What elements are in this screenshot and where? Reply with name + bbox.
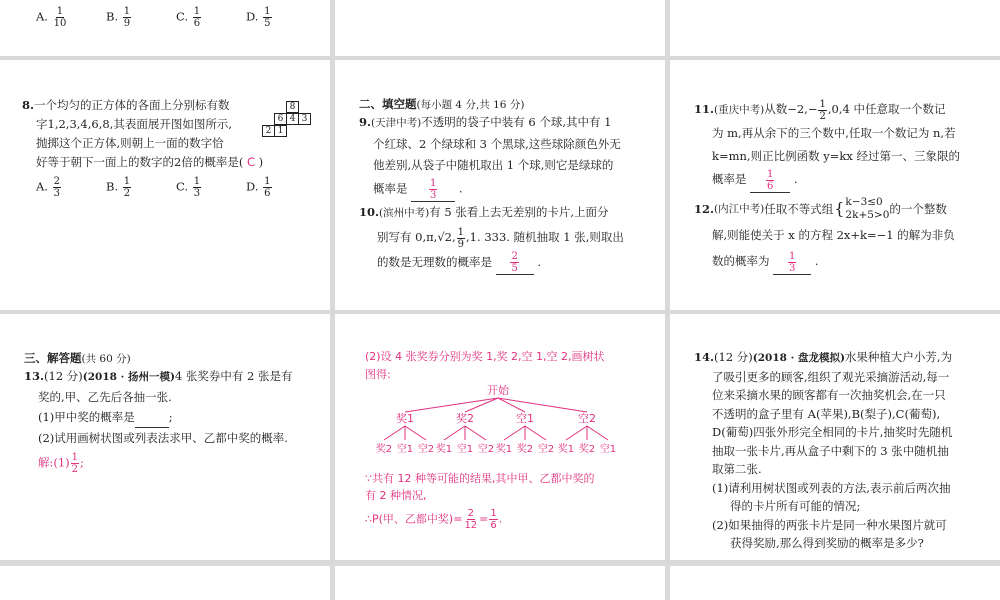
tree-node-level1: 空2 (578, 412, 596, 425)
net-cell: 8 (286, 101, 299, 113)
tree-node-level2: 空1 (599, 444, 617, 455)
q8-options (36, 176, 316, 199)
tree-branch (465, 426, 486, 440)
panel-q14 (670, 314, 1000, 560)
tree-branch (444, 426, 465, 440)
q9-answer: $\frac{1}{3}$ (411, 178, 455, 202)
tree-node-level2: 奖1 (495, 444, 513, 455)
option-c: C. $\frac{1}{3}$ (176, 176, 201, 199)
section3-heading: 三、解答题(共 60 分) (24, 351, 131, 365)
tree-node-level2: 空2 (537, 444, 555, 455)
q12-answer: $\frac{1}{3}$ (773, 248, 811, 275)
panel-top-left (0, 0, 330, 56)
q7-options (36, 6, 316, 29)
option-d: D. $\frac{1}{6}$ (246, 176, 271, 199)
tree-branch (566, 426, 587, 440)
tree-node-level2: 空2 (477, 444, 495, 455)
tree-node-level2: 奖2 (516, 444, 534, 455)
tree-node-level1: 奖2 (456, 412, 474, 425)
solution-intro: (2)设 4 张奖券分别为奖 1,奖 2,空 1,空 2,画树状 图得: (365, 350, 605, 381)
tree-branch (384, 426, 405, 440)
tree-branch (405, 426, 426, 440)
tree-root: 开始 (487, 384, 509, 397)
option-a: A. $\frac{1}{10}$ (36, 6, 67, 29)
tree-branch (525, 426, 546, 440)
q14-text: 14.(12 分)(2018 · 盘龙模拟)水果种植大户小芳,为 了吸引更多的顾客,组织了观光采摘游活动,每一 位来采摘水果的顾客都有一次抽奖机会,在一只 不透明的盒子里有 A(苹果),B(梨子),C(葡萄), D(葡萄)四张外形完全相同的卡片,抽奖时先随机 抽取一张卡片,再从盒子中剩下的 3 张中随机抽 取第二张. (1)请利用树状图或列表的方法,表示前后两次抽 得的卡片所有可能的情况; (2)如果抽得的两张卡片是同一种水果图片就可 获得奖励,那么得到奖励的概率是多少? (694, 350, 953, 550)
option-a: A. $\frac{2}{3}$ (36, 176, 60, 199)
option-d: D. $\frac{1}{5}$ (246, 6, 271, 29)
q11-text: 11.(重庆中考)从数−2,− $\frac{1}{2}$ ,0,4 中任意取一个数记 为 m,再从余下的三个数中,任取一个数记为 n,若 k=mn,则正比例函数 y=kx 经过第一、三象限的 概率是 $\frac{1}{6}$ . (694, 98, 960, 192)
tree-branch (405, 398, 498, 412)
q13-solution: 解:(1) $\frac{1}{2}$ ; (38, 452, 84, 475)
panel-fill-in (335, 60, 665, 310)
tree-diagram (335, 380, 665, 480)
tree-node-level2: 空1 (396, 444, 414, 455)
panel-q11-q12 (670, 60, 1000, 310)
solution-conclusion: ∵共有 12 种等可能的结果,其中甲、乙都中奖的 有 2 种情况, ∴P(甲、乙都中奖)= $\frac{2}{12}$ = $\frac{1}{6}$ . (365, 472, 595, 531)
panel-q13 (0, 314, 330, 560)
q12-text: 12. (内江中考) 任取不等式组 { k−3≤0 2k+5>0 的一个整数 解,则能使关于 x 的方程 2x+k=−1 的解为非负 数的概率为 $\frac{1}{3}$ . (694, 196, 955, 274)
q8-text: 8.一个均匀的正方体的各面上分别标有数 字1,2,3,4,6,8,其表面展开图如图所示, 抛掷这个正方体,则朝上一面的数字恰 好等于朝下一面上的数字的2倍的概率是( C ) (22, 98, 264, 169)
q8-answer: C (246, 155, 255, 169)
q9-text: 9.(天津中考)不透明的袋子中装有 6 个球,其中有 1 个红球、2 个绿球和 3 个黑球,这些球除颜色外无 他差别,从袋子中随机取出 1 个球,则它是绿球的 概率是 $\frac{1}{3}$ . (359, 115, 621, 201)
tree-node-level1: 空1 (516, 412, 534, 425)
section2-heading: 二、填空题(每小题 4 分,共 16 分) (359, 97, 525, 111)
q13-blank (135, 407, 169, 428)
tree-node-level2: 奖2 (578, 444, 596, 455)
option-b: B. $\frac{1}{2}$ (106, 176, 131, 199)
tree-branch (587, 426, 608, 440)
panel-q8 (0, 60, 330, 310)
tree-node-level2: 奖1 (435, 444, 453, 455)
tree-node-level1: 奖1 (396, 412, 414, 425)
q10-text: 10.(滨州中考)有 5 张看上去无差别的卡片,上面分 别写有 0,π,√2, $\frac{1}{9}$ ,1. 333. 随机抽取 1 张,则取出 的数是无理数的概率是 $\frac{2}{5}$ . (359, 205, 624, 274)
tree-node-level2: 空1 (456, 444, 474, 455)
option-b: B. $\frac{1}{9}$ (106, 6, 131, 29)
net-cell: 2 (262, 125, 275, 137)
panel-q13-solution (335, 314, 665, 560)
q11-answer: $\frac{1}{6}$ (750, 168, 790, 193)
tree-branch (504, 426, 525, 440)
panel-top-middle (335, 0, 665, 56)
tree-node-level2: 空2 (417, 444, 435, 455)
panel-bottom-middle (335, 566, 665, 600)
tree-node-level2: 奖1 (557, 444, 575, 455)
net-cell: 1 (274, 125, 287, 137)
net-cell: 3 (298, 113, 311, 125)
panel-top-right (670, 0, 1000, 56)
panel-bottom-right (670, 566, 1000, 600)
net-cell: 6 (274, 113, 287, 125)
q10-answer: $\frac{2}{5}$ (496, 250, 534, 276)
q13-text: 13.(12 分)(2018 · 扬州一模)4 张奖券中有 2 张是有 奖的,甲、乙先后各抽一张. (1)甲中奖的概率是 ; (2)试用画树状图或列表法求甲、乙都中奖的概率. 解:(1) $\frac{1}{2}$ ; (24, 369, 293, 475)
net-cell: 4 (286, 113, 299, 125)
cube-net (260, 101, 320, 141)
tree-node-level2: 奖2 (375, 444, 393, 455)
option-c: C. $\frac{1}{6}$ (176, 6, 201, 29)
panel-bottom-left (0, 566, 330, 600)
